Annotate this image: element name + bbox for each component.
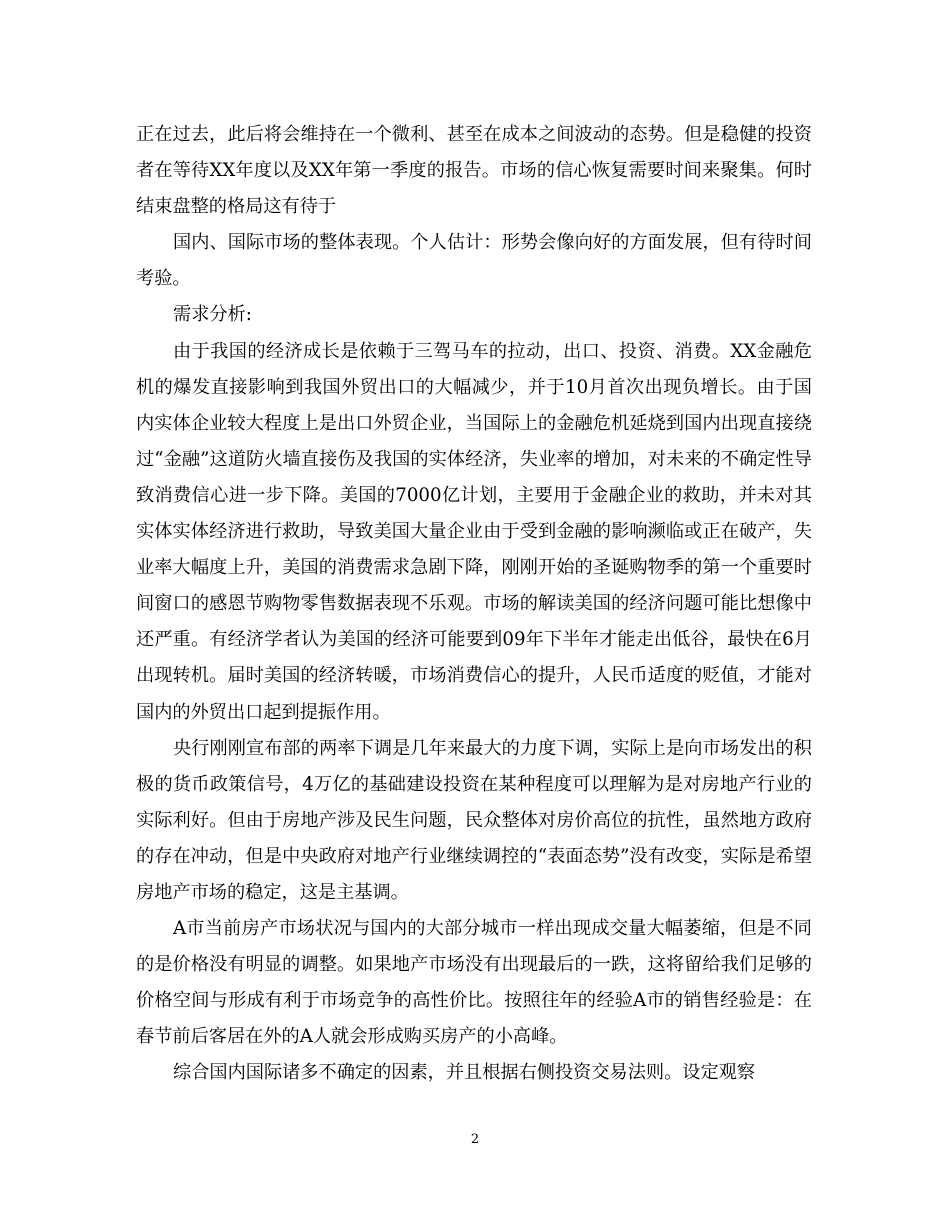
paragraph-5: A市当前房产市场状况与国内的大部分城市一样出现成交量大幅萎缩，但是不同的是价格没有明显的调整。如果地产市场没有出现最后的一跌，这将留给我们足够的价格空间与形成有利于市场竞争的高性价比。按照往年的经验A市的销售经验是：在春节前后客居在外的A人就会形成购买房产的小高峰。 (136, 918, 812, 1048)
paragraph-6: 综合国内国际诸多不确定的因素，并且根据右侧投资交易法则。设定观察 (173, 1062, 756, 1084)
page-number: 2 (470, 1132, 480, 1147)
paragraph-3: 由于我国的经济成长是依赖于三驾马车的拉动，出口、投资、消费。XX金融危机的爆发直接影响到我国外贸出口的大幅减少，并于10月首次出现负增长。由于国内实体企业较大程度上是出口外贸企业，当国际上的金融危机延烧到国内出现直接绕过“金融”这道防火墙直接伤及我国的实体经济，失业率的增加，对未来的不确定性导致消费信心进一步下降。美国的7000亿计划，主要用于金融企业的救助，并未对其实体实体经济进行救助，导致美国大量企业由于受到金融的影响濒临或正在破产，失业率大幅度上升，美国的消费需求急剧下降，刚刚开始的圣诞购物季的第一个重要时间窗口的感恩节购物零售数据表现不乐观。市场的解读美国的经济问题可能比想像中还严重。有经济学者认为美国的经济可能要到09年下半年才能走出低谷，最快在6月出现转机。届时美国的经济转暖，市场消费信心的提升，人民币适度的贬值，才能对国内的外贸出口起到提振作用。 (136, 340, 812, 723)
paragraph-1: 正在过去，此后将会维持在一个微利、甚至在成本之间波动的态势。但是稳健的投资者在等待XX年度以及XX年第一季度的报告。市场的信心恢复需要时间来聚集。何时结束盘整的格局这有待于 (136, 124, 812, 218)
section-heading-demand-analysis: 需求分析: (173, 304, 252, 326)
paragraph-4: 央行刚刚宣布部的两率下调是几年来最大的力度下调，实际上是向市场发出的积极的货币政策信号，4万亿的基础建设投资在某种程度可以理解为是对房地产行业的实际利好。但由于房地产涉及民生问题，民众整体对房价高位的抗性，虽然地方政府的存在冲动，但是中央政府对地产行业继续调控的“表面态势”没有改变，实际是希望房地产市场的稳定，这是主基调。 (136, 737, 812, 903)
paragraph-2: 国内、国际市场的整体表现。个人估计：形势会像向好的方面发展，但有待时间考验。 (136, 232, 812, 290)
body-text (136, 117, 812, 1092)
